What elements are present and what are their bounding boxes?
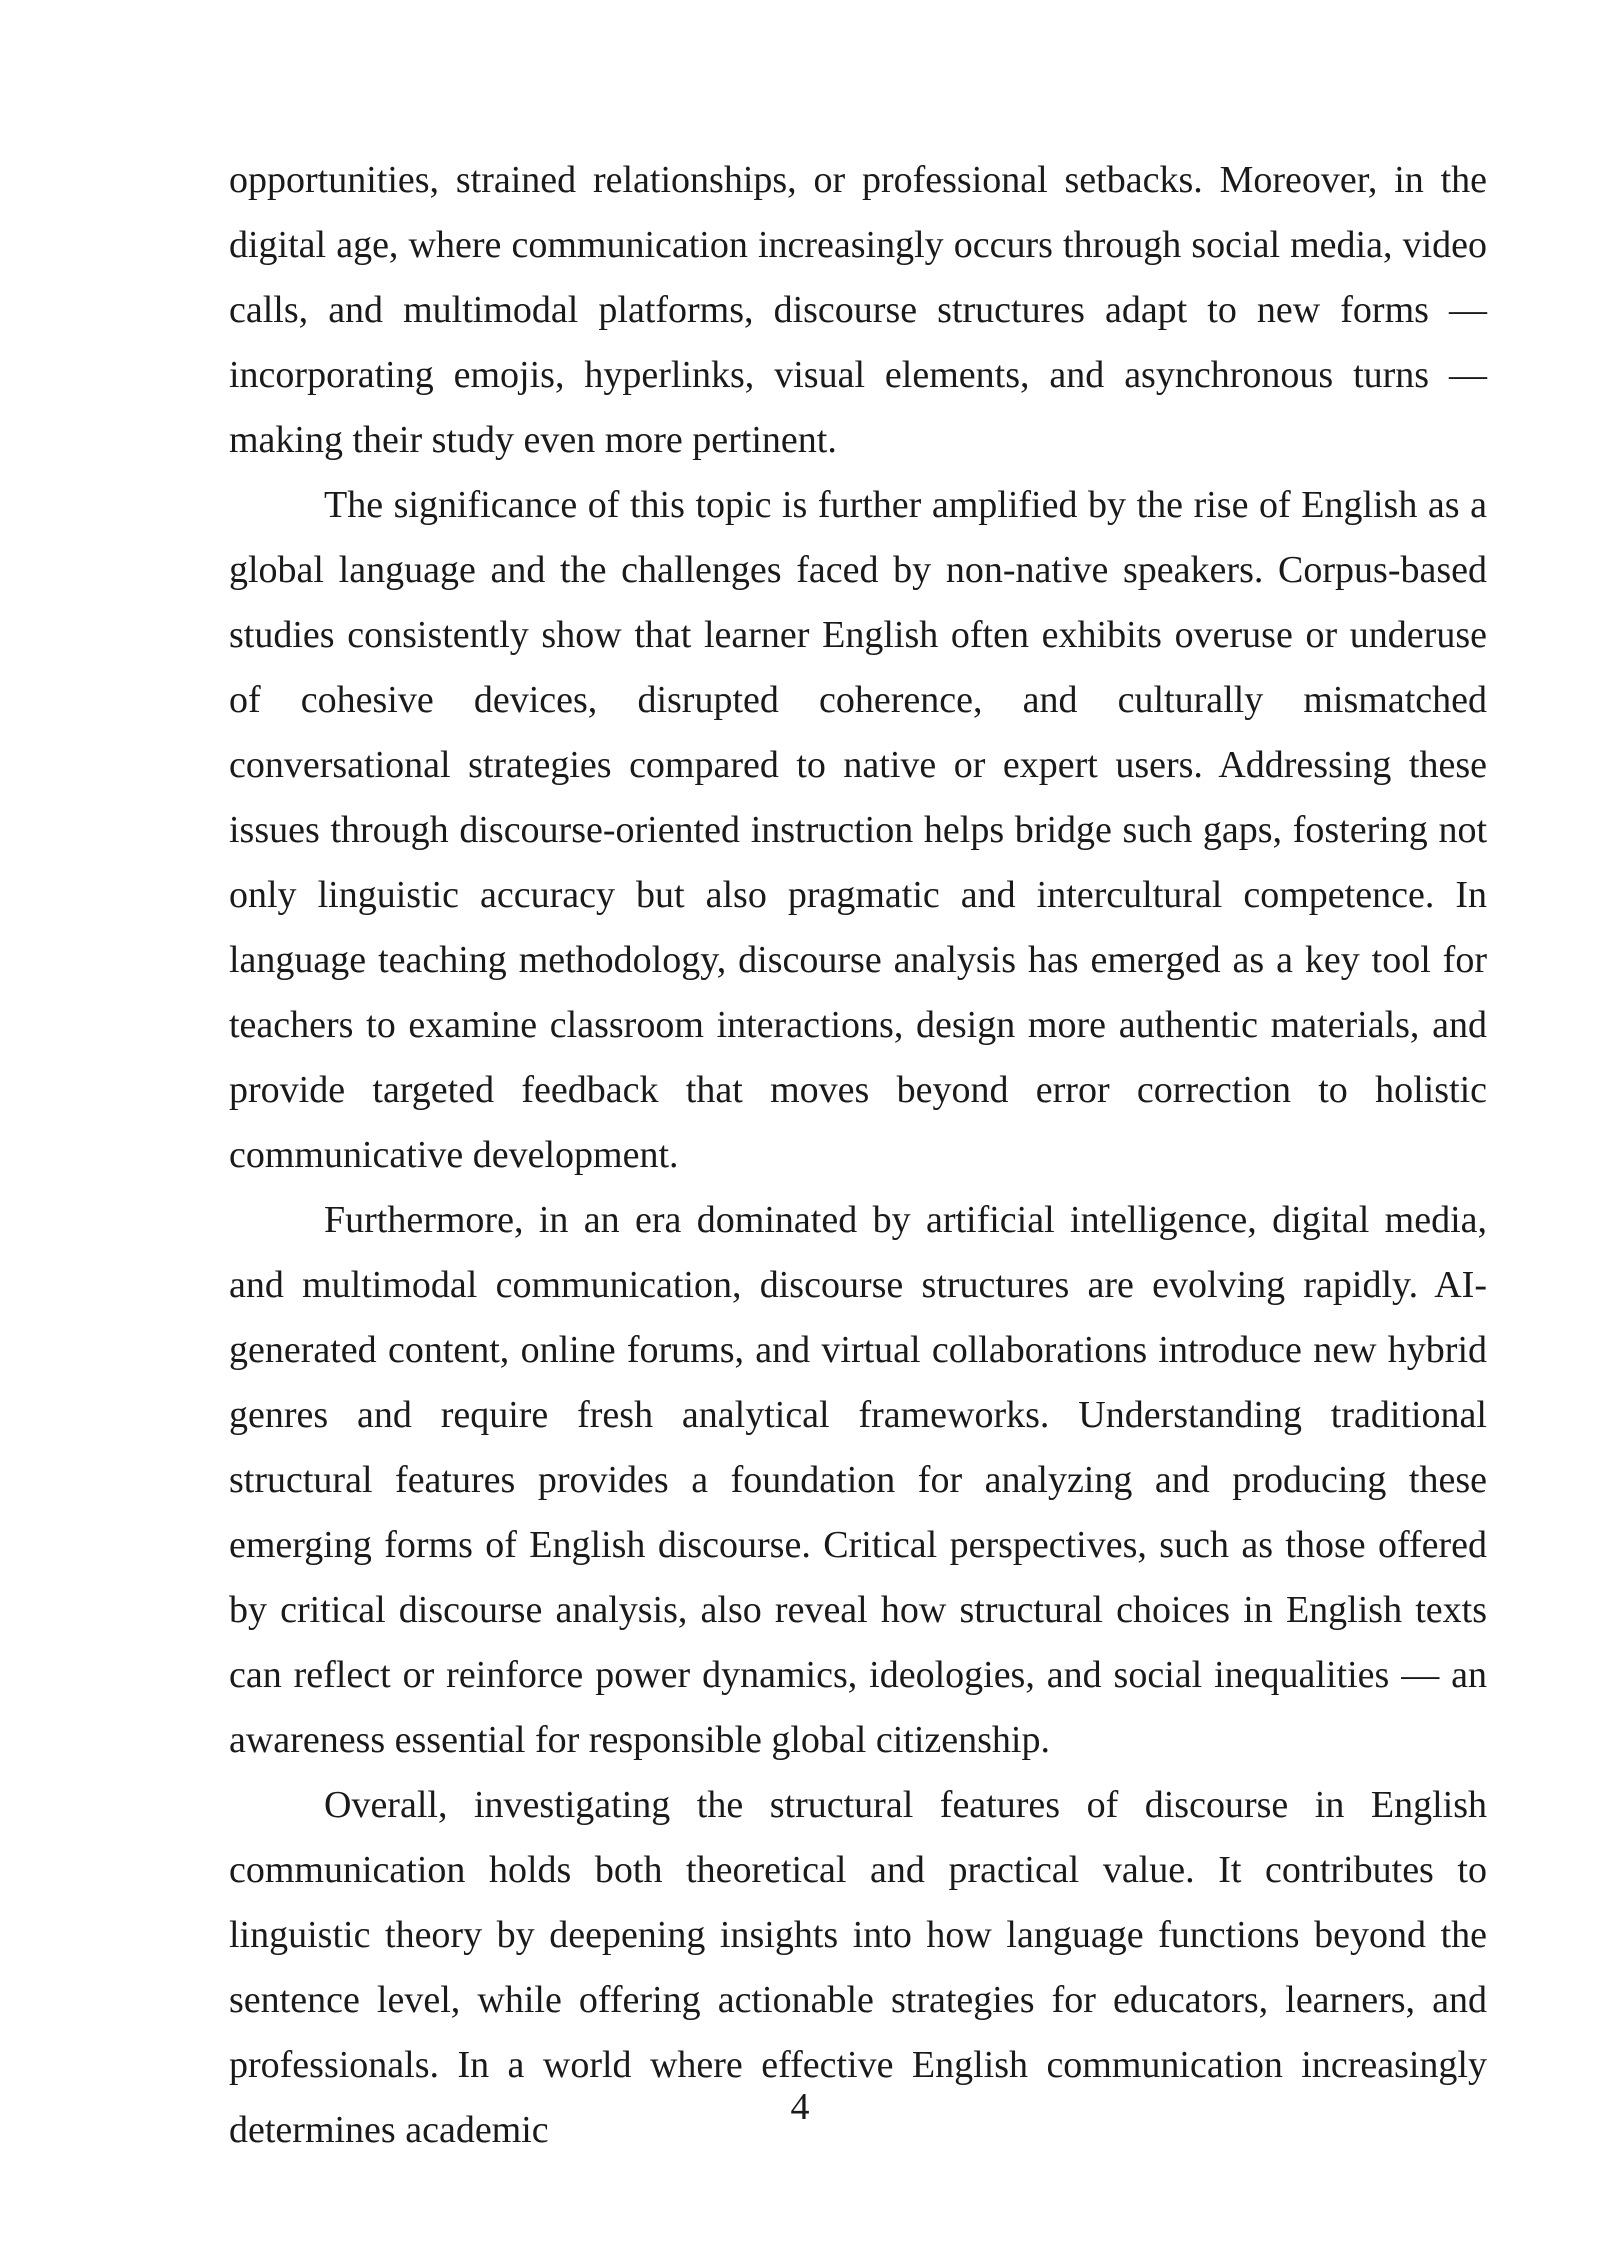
page-number: 4	[790, 2086, 810, 2128]
paragraph-2: The significance of this topic is further amplified by the rise of English as a global language and the challenges faced by non-native speakers. Corpus-based studies consistently show that learner English often exhibits overuse or underuse of cohesive devices, disrupted coherence, and culturally mismatched conversational strategies compared to native or expert users. Addressing these issues through discourse-oriented instruction helps bridge such gaps, fostering not only linguistic accuracy but also pragmatic and intercultural competence. In language teaching methodology, discourse analysis has emerged as a key tool for teachers to examine classroom interactions, design more authentic materials, and provide targeted feedback that moves beyond error correction to holistic communicative development.	[229, 484, 1487, 1176]
body-text	[229, 148, 1487, 2163]
paragraph-4: Overall, investigating the structural features of discourse in English communication holds both theoretical and practical value. It contributes to linguistic theory by deepening insights into how language functions beyond the sentence level, while offering actionable strategies for educators, learners, and professionals. In a world where effective English communication increasingly determines academic	[229, 1784, 1487, 2151]
paragraph-1: opportunities, strained relationships, or professional setbacks. Moreover, in the digital age, where communication increasingly occurs through social media, video calls, and multimodal platforms, discourse structures adapt to new forms — incorporating emojis, hyperlinks, visual elements, and asynchronous turns — making their study even more pertinent.	[229, 159, 1487, 461]
paragraph-3: Furthermore, in an era dominated by artificial intelligence, digital media, and multimodal communication, discourse structures are evolving rapidly. AI-generated content, online forums, and virtual collaborations introduce new hybrid genres and require fresh analytical frameworks. Understanding traditional structural features provides a foundation for analyzing and producing these emerging forms of English discourse. Critical perspectives, such as those offered by critical discourse analysis, also reveal how structural choices in English texts can reflect or reinforce power dynamics, ideologies, and social inequalities — an awareness essential for responsible global citizenship.	[229, 1199, 1487, 1761]
